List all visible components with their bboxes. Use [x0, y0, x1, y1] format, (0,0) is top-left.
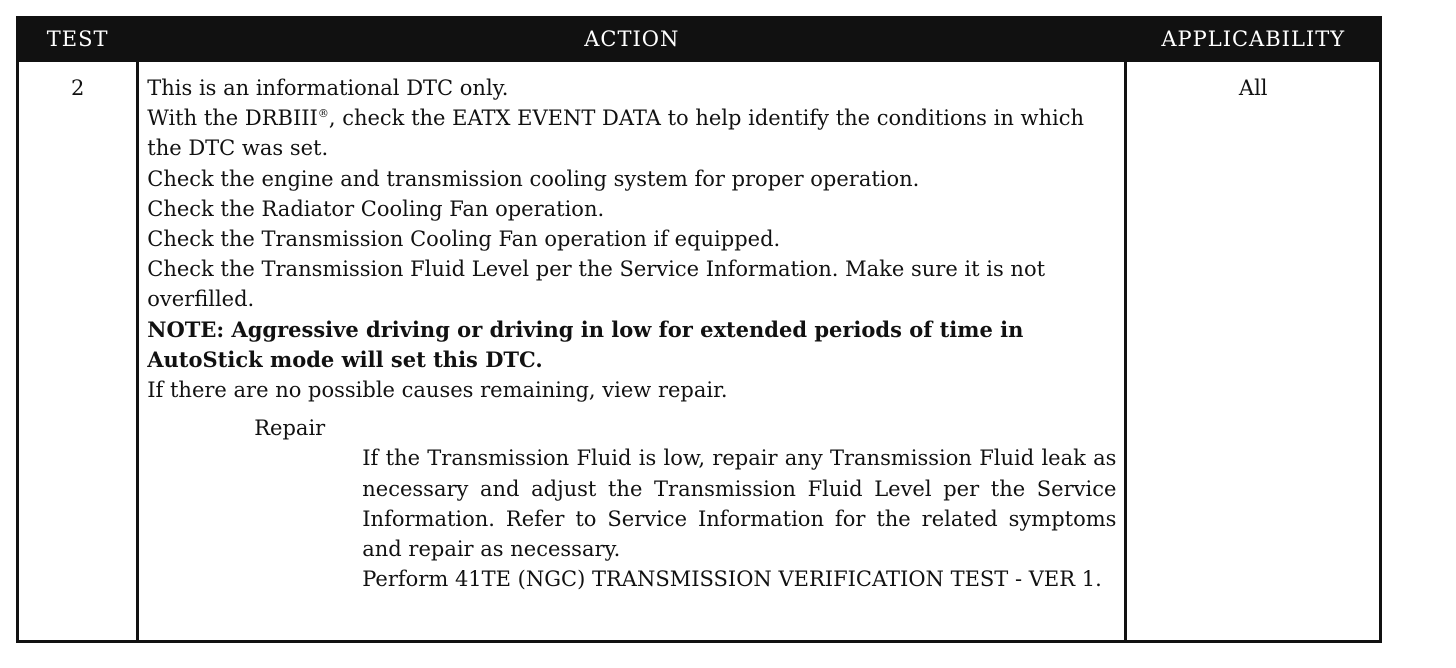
action-cell — [138, 61, 1126, 642]
applicability-value: All — [1238, 76, 1268, 100]
action-line-informational: This is an informational DTC only. — [147, 76, 509, 100]
header-test: TEST — [18, 18, 138, 61]
action-line-fluid-level: Check the Transmission Fluid Level per the Service Information. Make sure it is not overfilled. — [147, 257, 1046, 312]
action-note: NOTE: Aggressive driving or driving in low for extended periods of time in AutoStick mode will set this DTC. — [147, 316, 1024, 372]
header-row — [18, 18, 1381, 61]
action-line-view-repair: If there are no possible causes remaining, view repair. — [147, 378, 728, 403]
action-line-cooling-system: Check the engine and transmission cooling system for proper operation. — [147, 166, 920, 191]
header-action: ACTION — [138, 18, 1126, 61]
action-line-drbiii-post: , check the EATX EVENT DATA to help identify the conditions in which the DTC was set. — [147, 106, 1085, 161]
header-applicability: APPLICABILITY — [1126, 18, 1381, 61]
registered-mark: ® — [317, 107, 329, 121]
test-number: 2 — [70, 76, 85, 100]
diagnostic-table — [16, 16, 1382, 643]
action-line-drbiii-pre: With the DRBIII — [147, 106, 318, 131]
test-number-cell — [18, 61, 138, 642]
repair-verify-text: Perform 41TE (NGC) TRANSMISSION VERIFICATION TEST - VER 1. — [362, 567, 1102, 592]
action-line-drbiii — [147, 103, 1116, 163]
repair-label: Repair — [254, 416, 326, 441]
action-line-transmission-fan: Check the Transmission Cooling Fan operation if equipped. — [147, 227, 781, 252]
action-line-radiator-fan: Check the Radiator Cooling Fan operation. — [147, 196, 605, 221]
table-row — [18, 61, 1381, 642]
applicability-cell — [1126, 61, 1381, 642]
repair-text: If the Transmission Fluid is low, repair any Transmission Fluid leak as necessary and adjust the Transmission Fluid Level per the Service Information. Refer to Service Information for the related symptoms and repair as necessary. — [362, 446, 1117, 562]
